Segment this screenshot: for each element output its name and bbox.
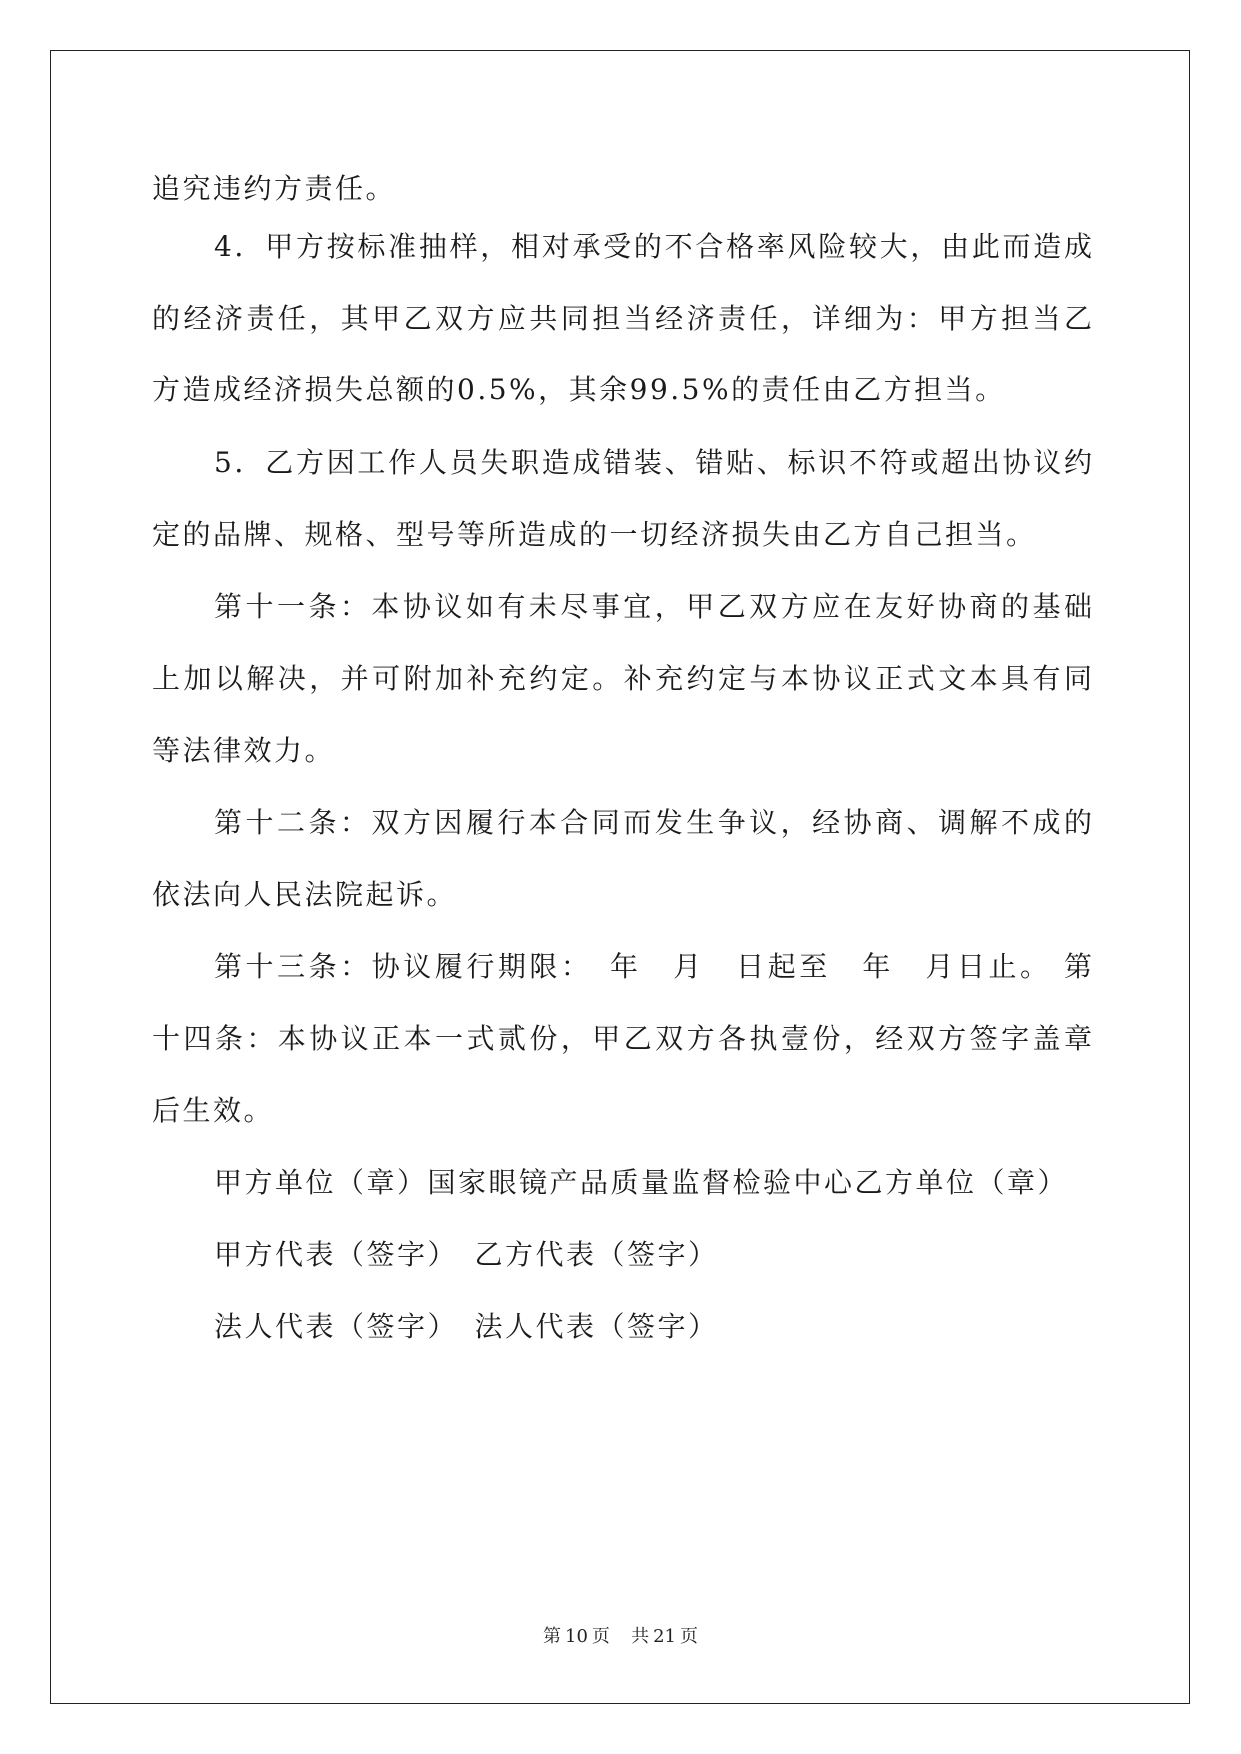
signature-line: 甲方代表（签字） 乙方代表（签字） bbox=[214, 1238, 719, 1271]
total-label-prefix: 共 bbox=[631, 1626, 650, 1647]
text-line: 依法向人民法院起诉。 bbox=[152, 878, 458, 911]
text-line: 十四条：本协议正本一式贰份，甲乙双方各执壹份，经双方签字盖章 bbox=[152, 1022, 1092, 1055]
text-line: 的经济责任，其甲乙双方应共同担当经济责任，详细为：甲方担当乙 bbox=[152, 302, 1092, 335]
text-line: 5．乙方因工作人员失职造成错装、错贴、标识不符或超出协议约 bbox=[214, 446, 1092, 479]
page-label-suffix: 页 bbox=[591, 1626, 610, 1647]
page-border bbox=[50, 50, 1190, 1704]
total-label-suffix: 页 bbox=[679, 1626, 698, 1647]
text-line: 第十二条：双方因履行本合同而发生争议，经协商、调解不成的 bbox=[214, 806, 1092, 839]
page-number: 10 bbox=[565, 1626, 588, 1647]
signature-line: 法人代表（签字） 法人代表（签字） bbox=[214, 1310, 719, 1343]
page-label-prefix: 第 bbox=[543, 1626, 561, 1647]
text-line: 方造成经济损失总额的0.5%，其余99.5%的责任由乙方担当。 bbox=[152, 373, 1006, 406]
text-line: 等法律效力。 bbox=[152, 734, 336, 767]
text-line: 追究违约方责任。 bbox=[152, 172, 397, 205]
text-line: 定的品牌、规格、型号等所造成的一切经济损失由乙方自己担当。 bbox=[152, 518, 1037, 551]
signature-line: 甲方单位（章）国家眼镜产品质量监督检验中心乙方单位（章） bbox=[214, 1166, 1069, 1199]
text-line: 第十三条：协议履行期限： 年 月 日起至 年 月日止。 第 bbox=[214, 950, 1092, 983]
text-line: 4．甲方按标准抽样，相对承受的不合格率风险较大，由此而造成 bbox=[214, 230, 1092, 263]
text-line: 上加以解决，并可附加补充约定。补充约定与本协议正式文本具有同 bbox=[152, 662, 1092, 695]
text-line: 后生效。 bbox=[152, 1094, 275, 1127]
text-line: 第十一条：本协议如有未尽事宜，甲乙双方应在友好协商的基础 bbox=[214, 590, 1092, 623]
page-footer bbox=[0, 1626, 1241, 1648]
total-pages: 21 bbox=[653, 1626, 676, 1647]
